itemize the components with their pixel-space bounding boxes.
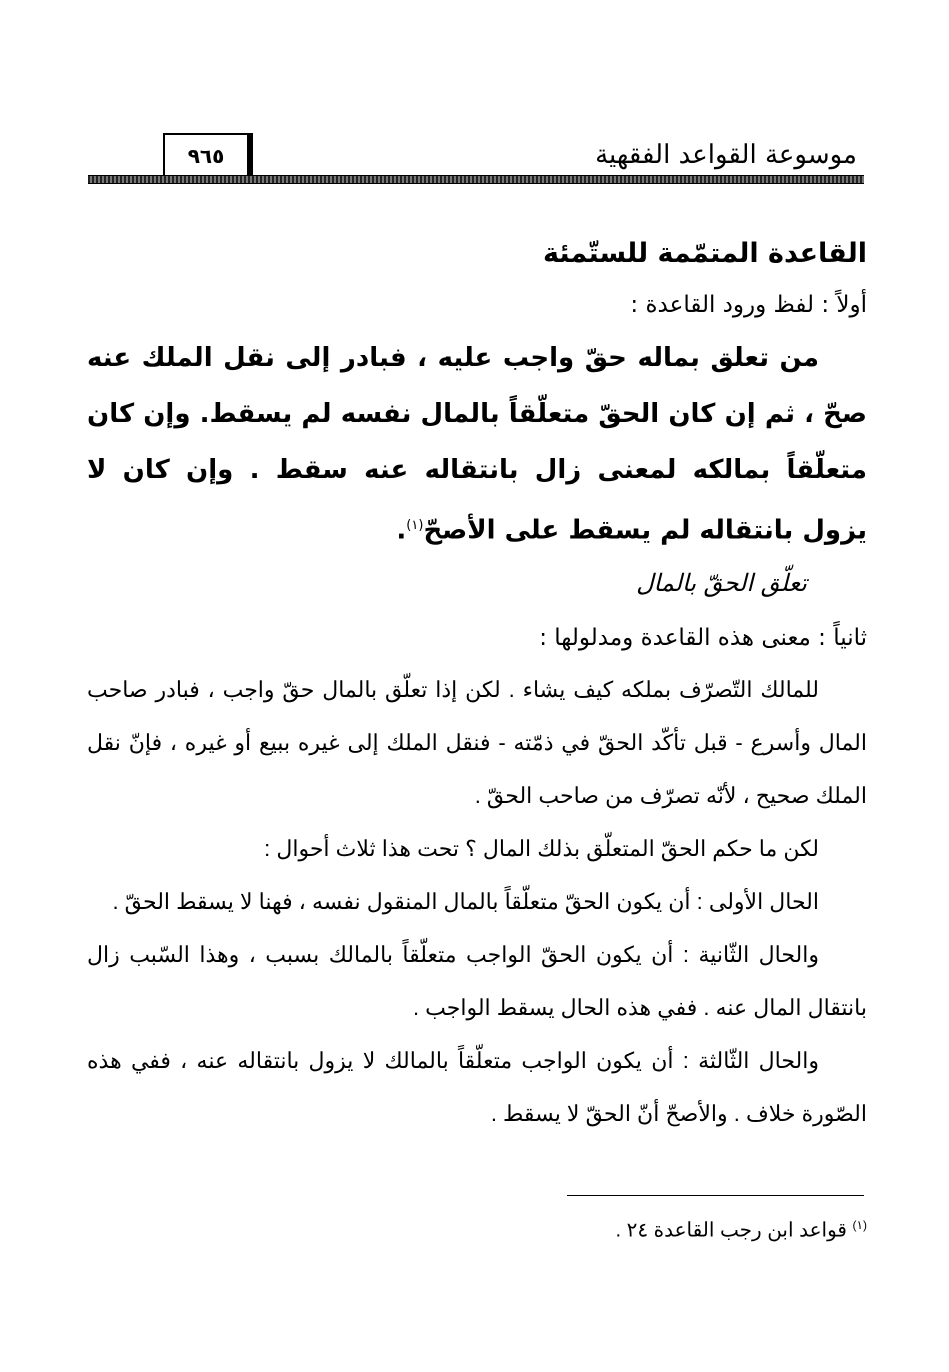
page-number: ٩٦٥ — [163, 133, 249, 177]
case-first-paragraph: الحال الأولى : أن يكون الحقّ متعلّقاً بالمال المنقول نفسه ، فهنا لا يسقط الحقّ . — [112, 888, 819, 914]
margin-note: تعلّق الحقّ بالمال — [636, 568, 807, 597]
rule-text-end: . — [396, 515, 407, 546]
rule-text — [87, 330, 867, 559]
case-second-paragraph: والحال الثّانية : أن يكون الحقّ الواجب متعلّقاً بالمالك بسبب ، وهذا السّبب زال بانتقال المال عنه . ففي هذه الحال يسقط الواجب . — [87, 941, 867, 1020]
footnote-divider — [567, 1195, 864, 1196]
section-1-heading: أولاً : لفظ ورود القاعدة : — [630, 292, 867, 318]
footnote-marker: (١) — [852, 1218, 867, 1232]
rule-text-main: من تعلق بماله حقّ واجب عليه ، فبادر إلى نقل الملك عنه صحّ ، ثم إن كان الحقّ متعلّقاً بالمال نفسه لم يسقط. وإن كان متعلّقاً بمالكه لمعنى زال بانتقاله عنه سقط . وإن كان لا يزول بانتقاله لم يسقط على الأصحّ — [87, 343, 867, 546]
explanation-paragraph: لكن ما حكم الحقّ المتعلّق بذلك المال ؟ تحت هذا ثلاث أحوال : — [264, 835, 819, 861]
explanation-paragraph: للمالك التّصرّف بملكه كيف يشاء . لكن إذا تعلّق بالمال حقّ واجب ، فبادر صاحب المال وأسرع - قبل تأكّد الحقّ في ذمّته - فنقل الملك إلى غيره ببيع أو غيره ، فإنّ نقل الملك صحيح ، لأنّه تصرّف من صاحب الحقّ . — [87, 676, 867, 808]
footnote-reference: (١) — [406, 518, 424, 533]
section-2-heading: ثانياً : معنى هذه القاعدة ومدلولها : — [539, 624, 867, 651]
header-divider — [88, 175, 864, 184]
running-header-title: موسوعة القواعد الفقهية — [595, 140, 857, 170]
page-body — [87, 228, 867, 1140]
footnote-text: قواعد ابن رجب القاعدة ٢٤ . — [615, 1219, 847, 1242]
footnote — [367, 1208, 867, 1248]
case-third-paragraph: والحال الثّالثة : أن يكون الواجب متعلّقاً بالمالك لا يزول بانتقاله عنه ، ففي هذه الصّورة خلاف . والأصحّ أنّ الحقّ لا يسقط . — [87, 1047, 867, 1126]
rule-title: القاعدة المتمّمة للستّمئة — [543, 238, 867, 269]
